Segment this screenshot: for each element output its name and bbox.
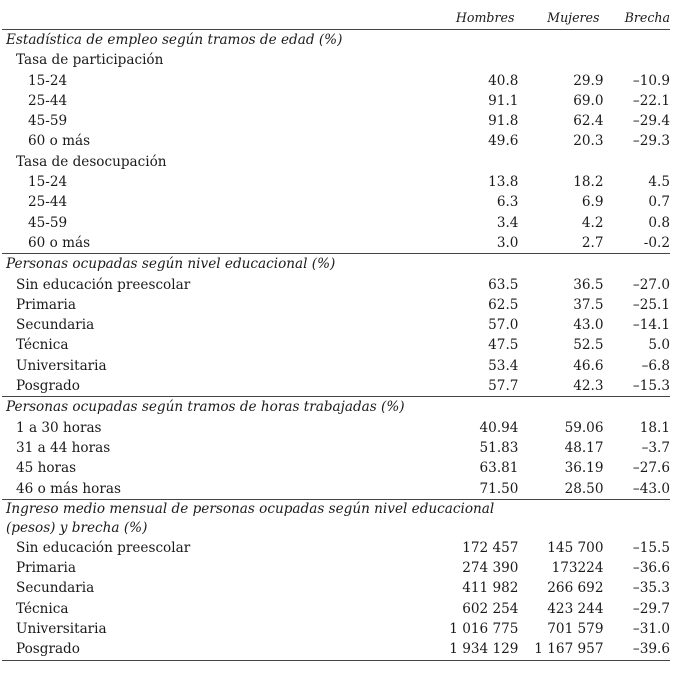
value-hombres: 172 457 <box>462 539 519 556</box>
empty-cell <box>518 152 603 172</box>
value-brecha: 5.0 <box>648 337 670 354</box>
row-label: 60 o más <box>28 234 91 251</box>
value-mujeres: 42.3 <box>573 378 604 395</box>
value-brecha: 0.7 <box>648 194 670 211</box>
table-row <box>2 275 670 295</box>
row-label: 46 o más horas <box>16 480 121 497</box>
value-mujeres: 173224 <box>551 560 604 577</box>
value-hombres: 40.94 <box>479 419 519 436</box>
empty-cell <box>405 50 519 70</box>
value-mujeres: 1 167 957 <box>534 641 604 658</box>
row-label: Sin educación preescolar <box>16 276 191 293</box>
value-mujeres: 29.9 <box>573 72 604 89</box>
empty-cell <box>405 254 519 275</box>
header-label <box>2 6 405 30</box>
value-mujeres: 36.19 <box>564 460 604 477</box>
row-label: Primaria <box>16 560 76 577</box>
table-row <box>2 458 670 478</box>
section-title-row <box>2 397 670 418</box>
value-brecha: –15.5 <box>632 539 670 556</box>
section-title-row <box>2 30 670 51</box>
section-title-row <box>2 499 670 538</box>
table-row <box>2 578 670 598</box>
empty-cell <box>603 499 670 538</box>
value-brecha: –3.7 <box>641 439 670 456</box>
table-row <box>2 71 670 91</box>
table-row <box>2 639 670 660</box>
table-row <box>2 295 670 315</box>
row-label: Universitaria <box>16 621 107 638</box>
table-row <box>2 558 670 578</box>
group-title: Tasa de desocupación <box>16 153 167 170</box>
value-hombres: 411 982 <box>462 580 519 597</box>
value-brecha: –25.1 <box>632 296 670 313</box>
row-label: 15-24 <box>28 72 68 89</box>
row-label: 60 o más <box>28 133 91 150</box>
value-hombres: 57.7 <box>488 378 519 395</box>
table-row <box>2 438 670 458</box>
value-mujeres: 28.50 <box>564 480 604 497</box>
table-row <box>2 131 670 151</box>
row-label: 45 horas <box>16 460 77 477</box>
group-title-row <box>2 152 670 172</box>
row-label: 25-44 <box>28 194 68 211</box>
table-row <box>2 538 670 558</box>
value-brecha: –15.3 <box>632 378 670 395</box>
value-mujeres: 62.4 <box>573 113 604 130</box>
value-hombres: 47.5 <box>488 337 519 354</box>
value-hombres: 51.83 <box>479 439 519 456</box>
table-row <box>2 91 670 111</box>
row-label: Posgrado <box>16 378 80 395</box>
table-row <box>2 213 670 233</box>
row-label: 1 a 30 horas <box>16 419 102 436</box>
value-hombres: 602 254 <box>462 600 519 617</box>
value-hombres: 57.0 <box>488 317 519 334</box>
value-brecha: –31.0 <box>632 621 670 638</box>
table-body <box>2 30 670 661</box>
row-label: 31 a 44 horas <box>16 439 111 456</box>
table-row <box>2 599 670 619</box>
row-label: Primaria <box>16 296 76 313</box>
section-title: Ingreso medio mensual de personas ocupadas según nivel educacional (pesos) y brecha (%) <box>2 499 518 538</box>
value-mujeres: 2.7 <box>581 234 604 251</box>
value-brecha: –29.4 <box>632 113 670 130</box>
table-row <box>2 315 670 335</box>
value-mujeres: 59.06 <box>564 419 604 436</box>
value-mujeres: 36.5 <box>573 276 604 293</box>
row-label: 45-59 <box>28 113 68 130</box>
value-mujeres: 48.17 <box>564 439 604 456</box>
table-row <box>2 479 670 500</box>
value-hombres: 91.1 <box>488 92 519 109</box>
value-mujeres: 145 700 <box>547 539 604 556</box>
value-brecha: –27.0 <box>632 276 670 293</box>
row-label: Sin educación preescolar <box>16 539 191 556</box>
value-mujeres: 18.2 <box>573 174 604 191</box>
value-brecha: –27.6 <box>632 460 670 477</box>
table-row <box>2 192 670 212</box>
row-label: Secundaria <box>16 580 95 597</box>
row-label: 15-24 <box>28 174 68 191</box>
value-brecha: 0.8 <box>648 214 670 231</box>
row-label: 45-59 <box>28 214 68 231</box>
empty-cell <box>518 397 603 418</box>
value-mujeres: 52.5 <box>573 337 604 354</box>
value-hombres: 274 390 <box>462 560 519 577</box>
section-title-row <box>2 254 670 275</box>
value-hombres: 1 934 129 <box>449 641 519 658</box>
table-row <box>2 233 670 254</box>
empty-cell <box>518 499 603 538</box>
value-brecha: 4.5 <box>648 174 670 191</box>
empty-cell <box>518 254 603 275</box>
table-row <box>2 418 670 438</box>
row-label: Técnica <box>16 600 69 617</box>
bottom-rule <box>2 660 670 663</box>
value-mujeres: 6.9 <box>581 194 604 211</box>
value-hombres: 62.5 <box>488 296 519 313</box>
header-mujeres: Mujeres <box>547 10 600 25</box>
table-row <box>2 172 670 192</box>
group-title-row <box>2 50 670 70</box>
row-label: 25-44 <box>28 92 68 109</box>
section-title: Personas ocupadas según nivel educacional (%) <box>2 254 405 275</box>
table-row <box>2 335 670 355</box>
empty-cell <box>603 152 670 172</box>
value-hombres: 40.8 <box>488 72 519 89</box>
value-brecha: –35.3 <box>632 580 670 597</box>
empty-cell <box>405 30 519 51</box>
value-hombres: 6.3 <box>496 194 519 211</box>
value-brecha: –22.1 <box>632 92 670 109</box>
table-row <box>2 111 670 131</box>
value-mujeres: 69.0 <box>573 92 604 109</box>
row-label: Técnica <box>16 337 69 354</box>
empty-cell <box>603 30 670 51</box>
value-hombres: 49.6 <box>488 133 519 150</box>
value-brecha: –43.0 <box>632 480 670 497</box>
empty-cell <box>603 254 670 275</box>
group-title: Tasa de participación <box>16 52 164 69</box>
empty-cell <box>405 397 519 418</box>
empty-cell <box>405 152 519 172</box>
value-mujeres: 266 692 <box>547 580 604 597</box>
empty-cell <box>518 30 603 51</box>
value-brecha: –36.6 <box>632 560 670 577</box>
value-brecha: –10.9 <box>632 72 670 89</box>
value-hombres: 3.4 <box>496 214 519 231</box>
value-brecha: –29.7 <box>632 600 670 617</box>
value-brecha: –29.3 <box>632 133 670 150</box>
value-brecha: 18.1 <box>639 419 670 436</box>
value-mujeres: 701 579 <box>547 621 604 638</box>
value-hombres: 91.8 <box>488 113 519 130</box>
value-hombres: 3.0 <box>496 234 519 251</box>
value-brecha: –6.8 <box>641 357 670 374</box>
value-hombres: 53.4 <box>488 357 519 374</box>
table-row <box>2 619 670 639</box>
row-label: Posgrado <box>16 641 80 658</box>
header-brecha: Brecha <box>624 10 670 25</box>
value-hombres: 63.81 <box>479 460 519 477</box>
value-mujeres: 43.0 <box>573 317 604 334</box>
value-hombres: 71.50 <box>479 480 519 497</box>
value-brecha: –14.1 <box>632 317 670 334</box>
value-mujeres: 20.3 <box>573 133 604 150</box>
table-row <box>2 356 670 376</box>
value-brecha: –39.6 <box>632 641 670 658</box>
section-title: Personas ocupadas según tramos de horas trabajadas (%) <box>2 397 405 418</box>
header-row <box>2 6 670 30</box>
value-mujeres: 423 244 <box>547 600 604 617</box>
table-row <box>2 376 670 397</box>
value-mujeres: 46.6 <box>573 357 604 374</box>
value-hombres: 13.8 <box>488 174 519 191</box>
value-mujeres: 37.5 <box>573 296 604 313</box>
employment-gender-table <box>2 6 670 663</box>
row-label: Universitaria <box>16 357 107 374</box>
value-brecha: -0.2 <box>643 234 670 251</box>
empty-cell <box>518 50 603 70</box>
value-hombres: 63.5 <box>488 276 519 293</box>
empty-cell <box>603 50 670 70</box>
section-title: Estadística de empleo según tramos de edad (%) <box>6 32 343 48</box>
value-mujeres: 4.2 <box>581 214 604 231</box>
row-label: Secundaria <box>16 317 95 334</box>
value-hombres: 1 016 775 <box>449 621 519 638</box>
empty-cell <box>603 397 670 418</box>
header-hombres: Hombres <box>455 10 515 25</box>
